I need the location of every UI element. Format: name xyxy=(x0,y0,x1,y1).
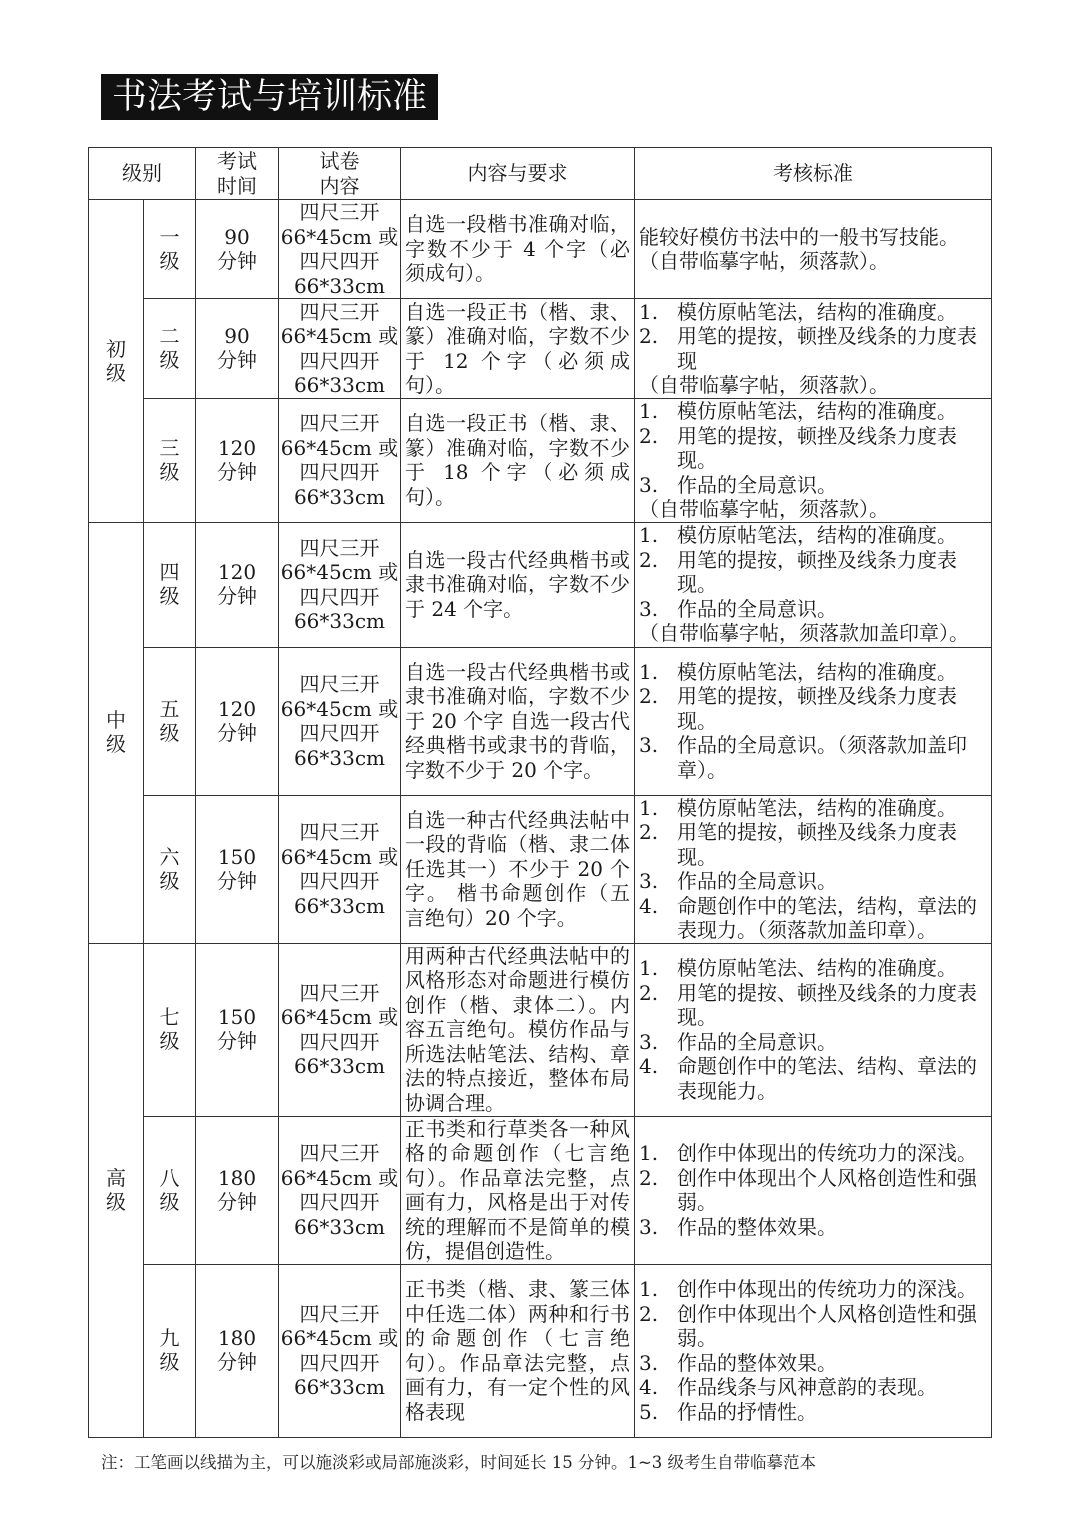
paper-line4: 66*33cm xyxy=(293,273,386,298)
criteria-text: 用笔的提按、顿挫及线条的力度表现。 xyxy=(677,980,977,1029)
content-cell xyxy=(401,943,635,1116)
paper-cell xyxy=(279,522,401,647)
criteria-number: 4. xyxy=(639,893,659,918)
level-cell xyxy=(144,647,196,795)
paper-line3: 四尺四开 xyxy=(299,721,380,745)
criteria-text: 创作中体现出的传统功力的深浅。 xyxy=(677,1141,977,1165)
level-cell xyxy=(144,399,196,523)
criteria-item xyxy=(639,820,987,869)
paper-cell xyxy=(279,1264,401,1437)
criteria-item xyxy=(639,597,987,622)
criteria-item xyxy=(639,660,987,685)
criteria-item xyxy=(639,1141,987,1166)
criteria-cell xyxy=(635,795,992,943)
paper-line4: 66*33cm xyxy=(293,373,386,397)
level-cell xyxy=(144,943,196,1116)
paper-line2: 66*45cm 或 xyxy=(280,1326,399,1350)
level-cell xyxy=(144,795,196,943)
level-label xyxy=(144,324,195,373)
criteria-item xyxy=(639,869,987,894)
header-paper-line1: 试卷 xyxy=(319,149,360,173)
criteria-text: 模仿原帖笔法，结构的准确度。 xyxy=(677,795,957,820)
time-label: 120 分钟 xyxy=(217,560,257,609)
paper-cell xyxy=(279,795,401,943)
criteria-text: 作品的抒情性。 xyxy=(677,1399,817,1424)
paper-line3: 四尺四开 xyxy=(299,460,380,485)
group-label-beginner xyxy=(89,337,143,386)
criteria-text: 模仿原帖笔法，结构的准确度。 xyxy=(677,399,957,423)
time-label: 90 分钟 xyxy=(217,324,257,373)
time-cell xyxy=(196,522,279,647)
content-text: 自选一段楷书准确对临，字数不少于 4 个字（必须成句）。 xyxy=(405,212,630,286)
criteria-number: 1. xyxy=(639,299,659,324)
page-title: 书法考试与培训标准 xyxy=(101,74,438,120)
content-text: 自选一段古代经典楷书或隶书准确对临，字数不少于 24 个字。 xyxy=(405,547,630,621)
paper-line4: 66*33cm xyxy=(293,1054,386,1078)
criteria-number: 1. xyxy=(639,1141,659,1165)
paper-line3: 四尺四开 xyxy=(299,348,380,373)
content-cell xyxy=(401,1116,635,1264)
criteria-text: 作品的全局意识。 xyxy=(677,1029,837,1054)
criteria-cell xyxy=(635,943,992,1116)
criteria-number: 3. xyxy=(639,1350,659,1375)
group-label-intermediate xyxy=(89,708,143,757)
content-cell xyxy=(401,299,635,399)
criteria-number: 1. xyxy=(639,399,659,423)
header-level: 级别 xyxy=(89,148,196,200)
criteria-item xyxy=(639,621,987,646)
content-text: 自选一段正书（楷、隶、篆）准确对临，字数不少于 18 个字（必须成句）。 xyxy=(405,411,630,509)
header-content: 内容与要求 xyxy=(401,148,635,200)
table-row xyxy=(89,1264,992,1437)
level-cell xyxy=(144,522,196,647)
group-advanced xyxy=(89,943,144,1437)
content-text: 正书类和行草类各一种风格的命题创作（七言绝句）。作品章法完整，点画有力，风格是出于对传统的理解而不是简单的模仿，提倡创造性。 xyxy=(405,1116,630,1263)
level-label-text: 二级 xyxy=(159,324,180,373)
time-label: 120 分钟 xyxy=(217,696,257,745)
group-beginner xyxy=(89,200,144,523)
time-label: 150 分钟 xyxy=(217,844,257,893)
criteria-cell xyxy=(635,299,992,399)
criteria-number: 1. xyxy=(639,1277,659,1301)
criteria-text: 用笔的提按，顿挫及线条力度表现。 xyxy=(677,820,957,869)
paper-line1: 四尺三开 xyxy=(299,411,380,436)
time-cell xyxy=(196,200,279,299)
paper-line3: 四尺四开 xyxy=(299,1029,380,1054)
criteria-number: 1. xyxy=(639,795,659,820)
criteria-text: （自带临摹字帖，须落款）。 xyxy=(639,373,889,397)
criteria-number: 3. xyxy=(639,596,659,621)
criteria-text: 用笔的提按，顿挫及线条力度表现。 xyxy=(677,684,957,733)
level-label xyxy=(144,560,195,609)
time-cell xyxy=(196,943,279,1116)
group-label-beginner-text: 初级 xyxy=(106,336,126,385)
header-time-line1: 考试 xyxy=(217,149,257,173)
group-intermediate xyxy=(89,522,144,943)
paper-line1: 四尺三开 xyxy=(299,1301,380,1326)
paper-line1: 四尺三开 xyxy=(299,1141,380,1165)
paper-line4: 66*33cm xyxy=(293,1214,386,1239)
paper-line2: 66*45cm 或 xyxy=(280,324,399,348)
paper-line2: 66*45cm 或 xyxy=(280,1165,399,1190)
criteria-text: 创作中体现出个人风格创造性和强弱。 xyxy=(677,1165,977,1214)
criteria-text: 能较好模仿书法中的一般书写技能。 xyxy=(639,224,959,249)
level-label-text: 五级 xyxy=(159,696,180,745)
level-label xyxy=(144,1326,195,1375)
criteria-text: （自带临摹字帖，须落款）。 xyxy=(639,249,889,273)
level-cell xyxy=(144,200,196,299)
criteria-number: 2. xyxy=(639,684,659,709)
level-label-text: 六级 xyxy=(159,844,180,893)
time-label: 180 分钟 xyxy=(217,1165,257,1214)
criteria-number: 4. xyxy=(639,1054,659,1078)
paper-line1: 四尺三开 xyxy=(299,980,380,1005)
criteria-text: 模仿原帖笔法，结构的准确度。 xyxy=(677,523,957,548)
paper-cell xyxy=(279,399,401,523)
criteria-number: 3. xyxy=(639,869,659,893)
content-text: 用两种古代经典法帖中的风格形态对命题进行模仿创作（楷、隶体二）。内容五言绝句。模仿作品与所选法帖笔法、结构、章法的特点接近，整体布局协调合理。 xyxy=(405,943,630,1115)
criteria-item xyxy=(639,684,987,733)
level-cell xyxy=(144,299,196,399)
criteria-item xyxy=(639,1054,987,1103)
criteria-item xyxy=(639,956,987,981)
standards-table xyxy=(88,147,992,1438)
criteria-text: （自带临摹字帖，须落款加盖印章）。 xyxy=(639,621,969,646)
criteria-item xyxy=(639,1215,987,1240)
paper-cell xyxy=(279,1116,401,1264)
paper-line2: 66*45cm 或 xyxy=(280,1005,399,1029)
criteria-item xyxy=(639,981,987,1030)
level-label xyxy=(144,1005,195,1054)
criteria-text: 创作中体现出个人风格创造性和强弱。 xyxy=(677,1301,977,1350)
criteria-number: 1. xyxy=(639,659,659,684)
criteria-number: 3. xyxy=(639,1214,659,1239)
paper-line2: 66*45cm 或 xyxy=(280,224,399,249)
time-cell xyxy=(196,399,279,523)
criteria-text: 命题创作中的笔法，结构，章法的表现力。（须落款加盖印章）。 xyxy=(677,893,977,942)
paper-line3: 四尺四开 xyxy=(299,1190,380,1214)
content-cell xyxy=(401,200,635,299)
criteria-cell xyxy=(635,399,992,523)
criteria-item xyxy=(639,1375,987,1400)
criteria-number: 3. xyxy=(639,472,659,497)
level-label xyxy=(144,845,195,894)
paper-line1: 四尺三开 xyxy=(299,200,380,224)
criteria-item xyxy=(639,249,987,274)
content-cell xyxy=(401,399,635,523)
criteria-item xyxy=(639,894,987,943)
paper-line1: 四尺三开 xyxy=(299,820,380,844)
criteria-text: 作品线条与风神意韵的表现。 xyxy=(677,1375,937,1399)
criteria-number: 4. xyxy=(639,1375,659,1399)
criteria-number: 5. xyxy=(639,1399,659,1424)
criteria-text: 创作中体现出的传统功力的深浅。 xyxy=(677,1277,977,1301)
criteria-number: 2. xyxy=(639,980,659,1005)
criteria-item xyxy=(639,1166,987,1215)
time-label: 150 分钟 xyxy=(217,1005,257,1054)
paper-line2: 66*45cm 或 xyxy=(280,435,399,460)
criteria-text: 用笔的提按，顿挫及线条的力度表现 xyxy=(677,324,977,373)
paper-line4: 66*33cm xyxy=(293,893,386,918)
level-cell xyxy=(144,1264,196,1437)
paper-line1: 四尺三开 xyxy=(299,535,380,560)
table-row xyxy=(89,299,992,399)
criteria-cell xyxy=(635,522,992,647)
table-row xyxy=(89,399,992,523)
level-label xyxy=(144,1166,195,1215)
table-row xyxy=(89,1116,992,1264)
criteria-number: 3. xyxy=(639,1029,659,1054)
group-label-advanced xyxy=(89,1166,143,1215)
criteria-number: 2. xyxy=(639,1165,659,1190)
table-row xyxy=(89,522,992,647)
time-cell xyxy=(196,795,279,943)
criteria-item xyxy=(639,225,987,250)
criteria-cell xyxy=(635,647,992,795)
criteria-item xyxy=(639,1302,987,1351)
paper-cell xyxy=(279,943,401,1116)
level-label xyxy=(144,225,195,274)
content-cell xyxy=(401,795,635,943)
header-paper-line2: 内容 xyxy=(319,173,360,198)
criteria-text: 模仿原帖笔法，结构的准确度。 xyxy=(677,299,957,324)
criteria-number: 1. xyxy=(639,956,659,980)
content-text: 正书类（楷、隶、篆三体中任选二体）两种和行书的命题创作（七言绝句）。作品章法完整，点画有力，有一定个性的风格表现 xyxy=(405,1277,630,1424)
criteria-text: 作品的全局意识。 xyxy=(677,596,837,621)
footnote: 注：工笔画以线描为主，可以施淡彩或局部施淡彩，时间延长 15 分钟。1~3 级考生自带临摹范本 xyxy=(101,1453,817,1472)
content-text: 自选一段古代经典楷书或隶书准确对临，字数不少于 20 个字 自选一段古代经典楷书或隶书的背临，字数不少于 20 个字。 xyxy=(405,659,630,782)
level-label-text: 八级 xyxy=(159,1165,180,1214)
criteria-number: 2. xyxy=(639,1301,659,1326)
criteria-text: 作品的全局意识。 xyxy=(677,869,837,893)
paper-line4: 66*33cm xyxy=(293,1375,386,1399)
level-label-text: 九级 xyxy=(159,1326,180,1375)
criteria-text: 作品的全局意识。（须落款加盖印章）。 xyxy=(677,733,967,782)
criteria-text: （自带临摹字帖，须落款）。 xyxy=(639,497,889,521)
criteria-item xyxy=(639,324,987,373)
criteria-text: 命题创作中的笔法、结构、章法的表现能力。 xyxy=(677,1054,977,1103)
header-time xyxy=(196,148,279,200)
time-cell xyxy=(196,299,279,399)
criteria-number: 2. xyxy=(639,820,659,844)
level-label-text: 四级 xyxy=(159,560,180,609)
criteria-item xyxy=(639,1400,987,1425)
paper-line2: 66*45cm 或 xyxy=(280,844,399,869)
paper-line1: 四尺三开 xyxy=(299,672,380,696)
table-row xyxy=(89,795,992,943)
criteria-text: 模仿原帖笔法、结构的准确度。 xyxy=(677,956,957,980)
time-label: 120 分钟 xyxy=(217,436,257,484)
criteria-item xyxy=(639,1277,987,1302)
level-label-text: 七级 xyxy=(159,1005,180,1054)
time-label: 180 分钟 xyxy=(217,1326,257,1375)
header-criteria: 考核标准 xyxy=(635,148,992,200)
table-row xyxy=(89,943,992,1116)
paper-line3: 四尺四开 xyxy=(299,249,380,273)
criteria-text: 用笔的提按，顿挫及线条力度表现。 xyxy=(677,547,957,597)
level-label-text: 一级 xyxy=(159,224,180,273)
paper-cell xyxy=(279,299,401,399)
content-cell xyxy=(401,522,635,647)
criteria-item xyxy=(639,733,987,782)
criteria-item xyxy=(639,1030,987,1055)
paper-cell xyxy=(279,647,401,795)
level-label xyxy=(144,436,195,485)
content-text: 自选一段正书（楷、隶、篆）准确对临，字数不少于 12 个字（必须成句）。 xyxy=(405,299,630,397)
paper-line3: 四尺四开 xyxy=(299,1350,380,1375)
criteria-text: 作品的整体效果。 xyxy=(677,1214,837,1239)
level-cell xyxy=(144,1116,196,1264)
header-paper xyxy=(279,148,401,200)
criteria-cell xyxy=(635,1264,992,1437)
paper-line4: 66*33cm xyxy=(293,484,386,509)
content-cell xyxy=(401,1264,635,1437)
header-time-line2: 时间 xyxy=(217,173,257,198)
criteria-number: 3. xyxy=(639,733,659,758)
paper-line2: 66*45cm 或 xyxy=(280,560,399,584)
criteria-text: 作品的全局意识。 xyxy=(677,472,837,497)
paper-line3: 四尺四开 xyxy=(299,584,380,609)
header-row xyxy=(89,148,992,200)
table-row xyxy=(89,647,992,795)
group-label-intermediate-text: 中级 xyxy=(106,708,126,757)
criteria-text: 作品的整体效果。 xyxy=(677,1350,837,1375)
criteria-item xyxy=(639,497,987,522)
criteria-cell xyxy=(635,1116,992,1264)
paper-line2: 66*45cm 或 xyxy=(280,696,399,721)
time-cell xyxy=(196,1264,279,1437)
paper-cell xyxy=(279,200,401,299)
paper-line4: 66*33cm xyxy=(293,609,386,633)
criteria-item xyxy=(639,796,987,821)
paper-line1: 四尺三开 xyxy=(299,299,380,324)
criteria-number: 1. xyxy=(639,523,659,548)
criteria-text: 用笔的提按，顿挫及线条力度表现。 xyxy=(677,423,957,472)
group-label-advanced-text: 高级 xyxy=(106,1165,126,1214)
criteria-item xyxy=(639,300,987,325)
content-cell xyxy=(401,647,635,795)
paper-line3: 四尺四开 xyxy=(299,869,380,893)
criteria-item xyxy=(639,424,987,473)
criteria-item xyxy=(639,548,987,597)
content-text: 自选一种古代经典法帖中一段的背临（楷、隶二体任选其一）不少于 20 个字。 楷书命题创作（五言绝句）20 个字。 xyxy=(405,807,630,930)
criteria-item xyxy=(639,373,987,398)
level-label-text: 三级 xyxy=(159,436,180,484)
criteria-number: 2. xyxy=(639,423,659,448)
criteria-item xyxy=(639,473,987,498)
criteria-text: 模仿原帖笔法，结构的准确度。 xyxy=(677,659,957,684)
time-cell xyxy=(196,1116,279,1264)
table-row xyxy=(89,200,992,299)
criteria-number: 2. xyxy=(639,324,659,348)
time-cell xyxy=(196,647,279,795)
criteria-item xyxy=(639,1351,987,1376)
time-label: 90 分钟 xyxy=(217,224,257,273)
criteria-number: 2. xyxy=(639,547,659,572)
criteria-item xyxy=(639,523,987,548)
paper-line4: 66*33cm xyxy=(293,745,386,770)
criteria-item xyxy=(639,399,987,424)
criteria-cell xyxy=(635,200,992,299)
level-label xyxy=(144,697,195,746)
